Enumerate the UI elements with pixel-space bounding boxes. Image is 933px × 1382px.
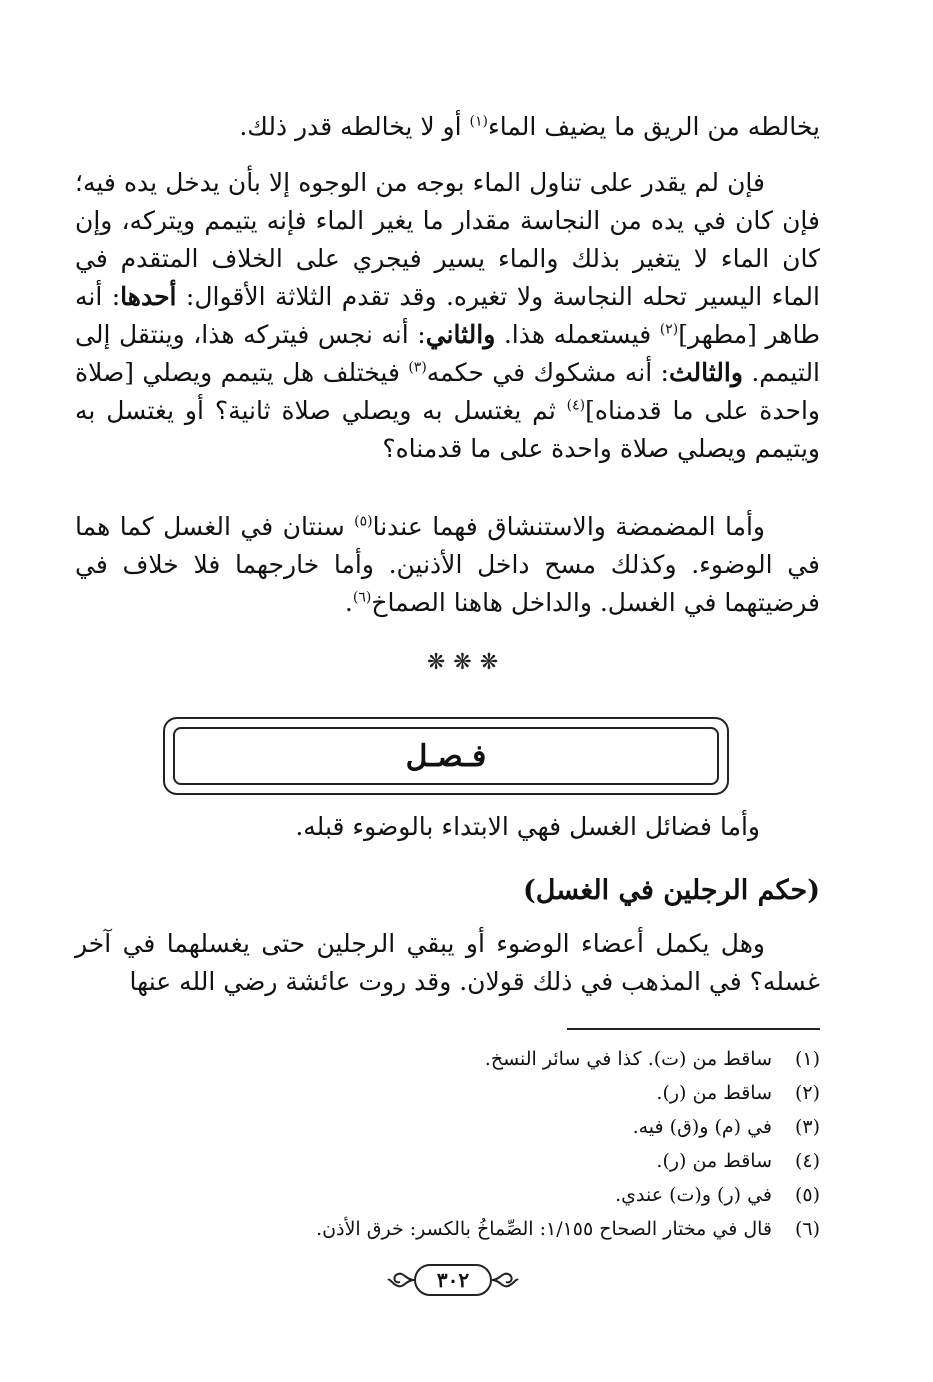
footnote-number: (٣) [794,1116,820,1138]
section-title-frame [163,717,729,795]
section-title: فـصـل [405,738,487,774]
footnote-number: (٤) [794,1150,820,1172]
text-run: : أنه مشكوك في حكمه [426,358,669,387]
footnote-text: ساقط من (ر). [656,1150,772,1172]
page-number-ornament [386,1260,520,1300]
text-run: : أنه نجس فيتركه هذا، وينتقل إلى التيمم. [75,320,821,387]
paragraph-1-text [75,108,820,146]
paragraph-2-text [75,164,820,468]
footnotes-list [75,1042,820,1246]
text-run: يخالطه من الريق ما يضيف الماء [487,112,820,141]
paragraph-1 [75,108,820,146]
footnote-item [75,1110,820,1144]
section-intro-line: وأما فضائل الغسل فهي الابتداء بالوضوء قبله. [295,812,760,841]
left-flourish-icon [386,1268,414,1292]
subheading: (حكم الرجلين في الغسل) [523,875,820,906]
footnote-number: (٢) [794,1082,820,1104]
footnote-item [75,1178,820,1212]
footnote-text: في (م) و(ق) فيه. [632,1116,772,1138]
footnote-number: (٥) [794,1184,820,1206]
paragraph-4 [75,925,820,1001]
page-number: ٣٠٢ [414,1264,492,1296]
footnote-number: (١) [794,1048,820,1070]
text-run: . [344,588,353,617]
footnote-divider [567,1028,820,1030]
text-run: : أنه طاهر [مطهر] [75,282,820,349]
footnote-ref-3[interactable]: (٣) [408,359,427,376]
bold-term-first: أحدها [120,282,177,311]
footnote-ref-4[interactable]: (٤) [566,397,586,414]
text-run: سنتان في الغسل كما هما في الوضوء. وكذلك مسح داخل الأذنين. وأما خارجهما فلا خلاف في فرضيتهما في الغسل. والداخل هاهنا الصماخ [75,512,820,617]
text-run: ثم يغتسل به ويصلي صلاة ثانية؟ أو يغتسل به ويتيمم ويصلي صلاة واحدة على ما قدمناه؟ [75,396,820,463]
separator-stars: ❋❋❋ [426,650,507,675]
text-run: فيستعمله هذا. [495,320,660,349]
footnote-item [75,1042,820,1076]
paragraph-3-text [75,508,820,622]
footnote-item [75,1144,820,1178]
footnote-ref-1[interactable]: (١) [469,113,488,130]
footnote-text: ساقط من (ر). [656,1082,772,1104]
footnote-text: ساقط من (ت). كذا في سائر النسخ. [484,1048,772,1070]
footnote-text: في (ر) و(ت) عندي. [615,1184,772,1206]
paragraph-2 [75,164,820,468]
text-run: وأما المضمضة والاستنشاق فهما عندنا [372,512,765,541]
text-run: أو لا يخالطه قدر ذلك. [239,112,470,141]
text-run: فيختلف هل يتيمم ويصلي [صلاة واحدة على ما قدمناه] [75,358,820,425]
footnote-ref-2[interactable]: (٢) [659,321,679,338]
right-flourish-icon [492,1268,520,1292]
footnote-text: قال في مختار الصحاح ١/١٥٥: الصِّماخُ بالكسر: خرق الأذن. [316,1218,772,1240]
footnote-ref-5[interactable]: (٥) [354,513,373,530]
bold-term-second: والثاني [425,320,496,349]
footnote-item [75,1212,820,1246]
footnote-item [75,1076,820,1110]
section-title-inner-frame [173,727,719,785]
paragraph-4-text: وهل يكمل أعضاء الوضوء أو يبقي الرجلين حتى يغسلهما في آخر غسله؟ في المذهب في ذلك قولان. وقد روت عائشة رضي الله عنها [75,929,820,996]
paragraph-3 [75,508,820,622]
text-run: فإن لم يقدر على تناول الماء بوجه من الوجوه إلا بأن يدخل يده فيه؛ فإن كان في يده من النجاسة مقدار ما يغير الماء فإنه يتيمم ويتركه، وإن كان الماء لا يتغير بذلك والماء يسير فيجري على الخلاف المتقدم في الماء اليسير تحله النجاسة ولا تغيره. وقد تقدم الثلاثة الأقوال: [75,168,820,311]
bold-term-third: والثالث [668,358,743,387]
footnote-number: (٦) [794,1218,820,1240]
footnote-ref-6[interactable]: (٦) [352,589,372,606]
